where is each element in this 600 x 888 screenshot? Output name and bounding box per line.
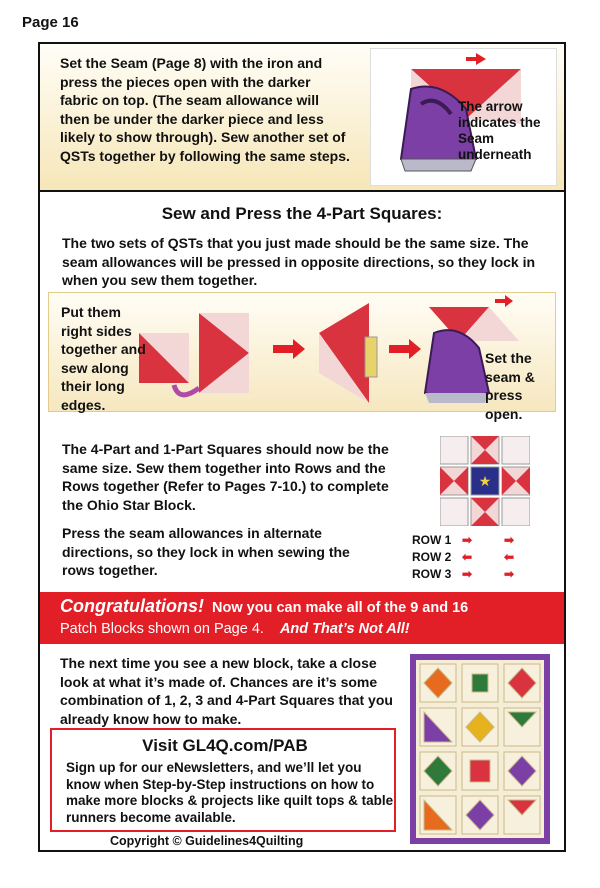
page-frame	[38, 42, 566, 852]
four-part-intro: The two sets of QSTs that you just made should be the same size. The seam allowances will be pressed in opposite directions, so they lock in when you sew them together.	[62, 235, 536, 288]
row-label: ROW 3	[412, 567, 452, 581]
arrow-right-icon: ➡	[504, 567, 515, 581]
page-number: Page 16	[22, 14, 79, 31]
banner-line1: Now you can make all of the 9 and 16	[212, 600, 469, 616]
copyright: Copyright © Guidelines4Quilting	[110, 834, 304, 848]
newsletter-text: Sign up for our eNewsletters, and we’ll let you know when Step-by-Step instructions on how to make more blocks & projects like quilt tops & table runners become available.	[66, 760, 394, 825]
row-label: ROW 1	[412, 533, 452, 547]
sew-instruction: Put them right sides together and sew along their long edges.	[61, 304, 146, 413]
congrats-title: Congratulations!	[60, 596, 204, 616]
row-label: ROW 2	[412, 550, 452, 564]
press-instruction: Set the seam & press open.	[485, 350, 535, 422]
arrow-right-icon: ➡	[462, 533, 473, 547]
next-block-text: The next time you see a new block, take a close look at what it’s made of. Chances are it’s some combination of 1, 2, 3 and 4-Part Squares that you already know how to make.	[60, 655, 393, 727]
arrow-right-icon: ➡	[504, 533, 515, 547]
rows-instruction: The 4-Part and 1-Part Squares should now be the same size. Sew them together into Rows and the Rows together (Refer to Pages 7-10.) to complete the Ohio Star Block.	[62, 441, 389, 513]
banner-line2: Patch Blocks shown on Page 4.	[60, 621, 264, 637]
section-heading: Sew and Press the 4-Part Squares:	[161, 204, 443, 223]
seam-arrow-caption: The arrow indicates the Seam underneath	[458, 99, 541, 162]
banner-tagline: And That’s Not All!	[279, 621, 410, 637]
arrow-left-icon: ⬅	[504, 550, 515, 564]
set-seam-text: Set the Seam (Page 8) with the iron and press the pieces open with the darker fabric on top. (The seam allowance will then be under the darker piece and less likely to show through). Sew another set of QSTs together by following the same steps.	[60, 55, 350, 164]
arrow-left-icon: ⬅	[462, 550, 473, 564]
svg-text:★: ★	[478, 473, 492, 489]
arrow-right-icon: ➡	[462, 567, 473, 581]
visit-heading[interactable]: Visit GL4Q.com/PAB	[142, 736, 308, 755]
press-alternate-instruction: Press the seam allowances in alternate directions, so they lock in when sewing the rows together.	[62, 525, 350, 578]
